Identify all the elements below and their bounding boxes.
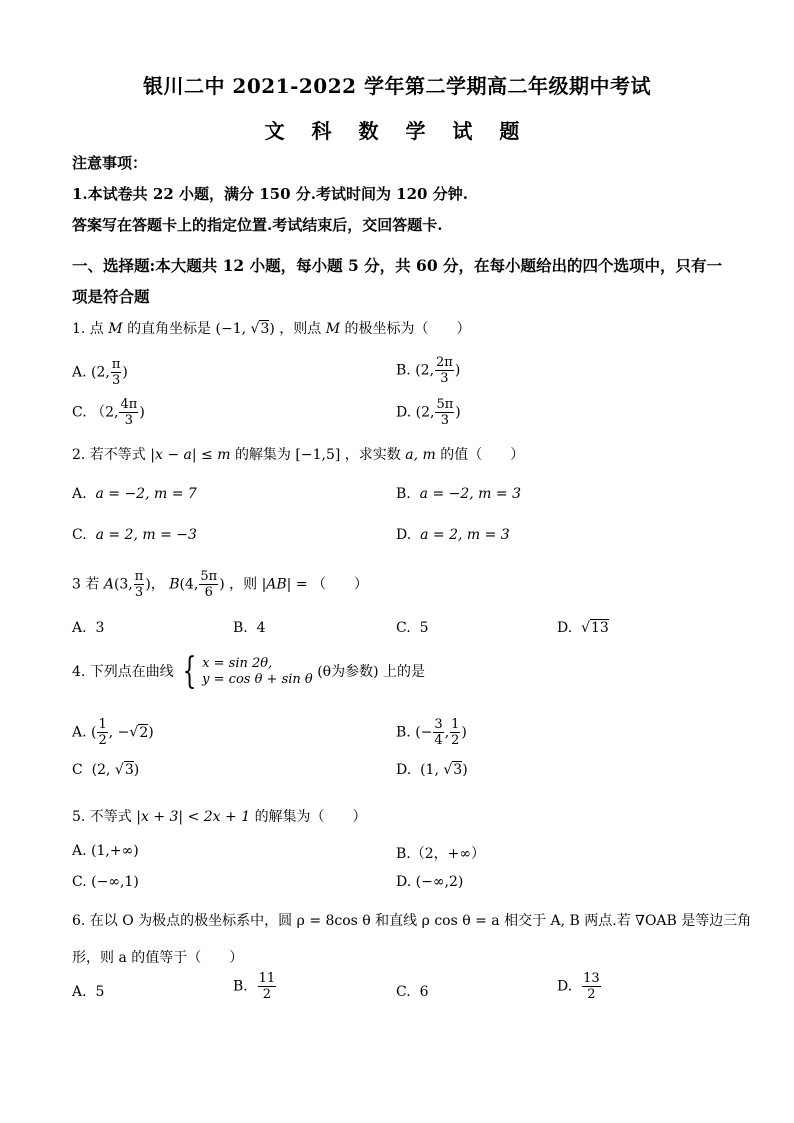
question-3: 3 若 A(3, $\frac{\pi}{3}$ )， B(4, $\frac{5\pi}{6}$ ) ，则 |AB| = （ ） xyxy=(72,569,369,600)
notes-block xyxy=(72,148,468,241)
q4-option-d[interactable]: D. (1, √3) xyxy=(396,762,468,778)
q2-option-b[interactable]: B. a = −2, m = 3 xyxy=(396,486,521,502)
question-2: 2. 若不等式 |x − a| ≤ m 的解集为 [−1,5] ，求实数 a, m 的值（ ） xyxy=(72,447,525,463)
q5-option-d[interactable]: D. (−∞,2) xyxy=(396,874,464,890)
q1-option-d[interactable]: D. (2, $\frac{5\pi}{3}$ ) xyxy=(396,397,461,428)
notes-line-2: 答案写在答题卡上的指定位置.考试结束后，交回答题卡. xyxy=(72,216,443,234)
section-heading: 一、选择题:本大题共 12 小题，每小题 5 分，共 60 分，在每小题给出的四个选项中，只有一项是符合题 xyxy=(72,256,723,306)
q3-option-d[interactable]: D. √13 xyxy=(557,620,609,636)
q3-option-b[interactable]: B. 4 xyxy=(233,620,266,636)
notes-line-1: 1.本试卷共 22 小题，满分 150 分.考试时间为 120 分钟. xyxy=(72,185,468,203)
q2-option-c[interactable]: C. a = 2, m = −3 xyxy=(72,527,197,543)
q6-option-a[interactable]: A. 5 xyxy=(72,984,105,1000)
question-4: 4. 下列点在曲线 { x = sin 2θ, y = cos θ + sin θ (θ为参数) 上的是 xyxy=(72,651,425,692)
page-subtitle: 文 科 数 学 试 题 xyxy=(264,119,530,143)
q6-option-c[interactable]: C. 6 xyxy=(396,984,429,1000)
q1-option-a[interactable]: A. (2, $\frac{\pi}{3}$ ) xyxy=(72,357,128,388)
q3-option-c[interactable]: C. 5 xyxy=(396,620,429,636)
q1-option-b[interactable]: B. (2, $\frac{2\pi}{3}$ ) xyxy=(396,355,461,386)
q5-option-a[interactable]: A. (1,+∞) xyxy=(72,843,139,859)
q3-option-a[interactable]: A. 3 xyxy=(72,620,105,636)
q2-option-d[interactable]: D. a = 2, m = 3 xyxy=(396,527,510,543)
q4-option-c[interactable]: C (2, √3) xyxy=(72,762,140,778)
q6-option-d[interactable]: D. $\frac{13}{2}$ xyxy=(557,971,600,1002)
q6-option-b[interactable]: B. $\frac{11}{2}$ xyxy=(233,971,276,1002)
question-6-line-1: 6. 在以 O 为极点的极坐标系中，圆 ρ = 8cos θ 和直线 ρ cos θ = a 相交于 A, B 两点.若 ∇OAB 是等边三角 xyxy=(72,913,752,929)
notes-heading: 注意事项： xyxy=(72,154,148,172)
q5-option-b[interactable]: B.（2，+∞） xyxy=(396,846,486,862)
question-6-line-2: 形，则 a 的值等于（ ） xyxy=(72,950,244,966)
q5-option-c[interactable]: C. (−∞,1) xyxy=(72,874,139,890)
q2-option-a[interactable]: A. a = −2, m = 7 xyxy=(72,486,197,502)
page-title: 银川二中 2021-2022 学年第二学期高二年级期中考试 xyxy=(142,74,652,98)
q4-option-a[interactable]: A. ( $\frac{1}{2}$ , −√2) xyxy=(72,717,154,748)
q4-option-b[interactable]: B. (− $\frac{3}{4}$ , $\frac{1}{2}$ ) xyxy=(396,717,467,748)
parametric-system: { x = sin 2θ, y = cos θ + sin θ xyxy=(182,651,313,692)
q1-option-c[interactable]: C. （2, $\frac{4\pi}{3}$ ) xyxy=(72,397,145,428)
question-5: 5. 不等式 |x + 3| < 2x + 1 的解集为（ ） xyxy=(72,809,367,825)
question-1: 1. 点 M 的直角坐标是 (−1, √3) ，则点 M 的极坐标为（ ） xyxy=(72,321,471,337)
